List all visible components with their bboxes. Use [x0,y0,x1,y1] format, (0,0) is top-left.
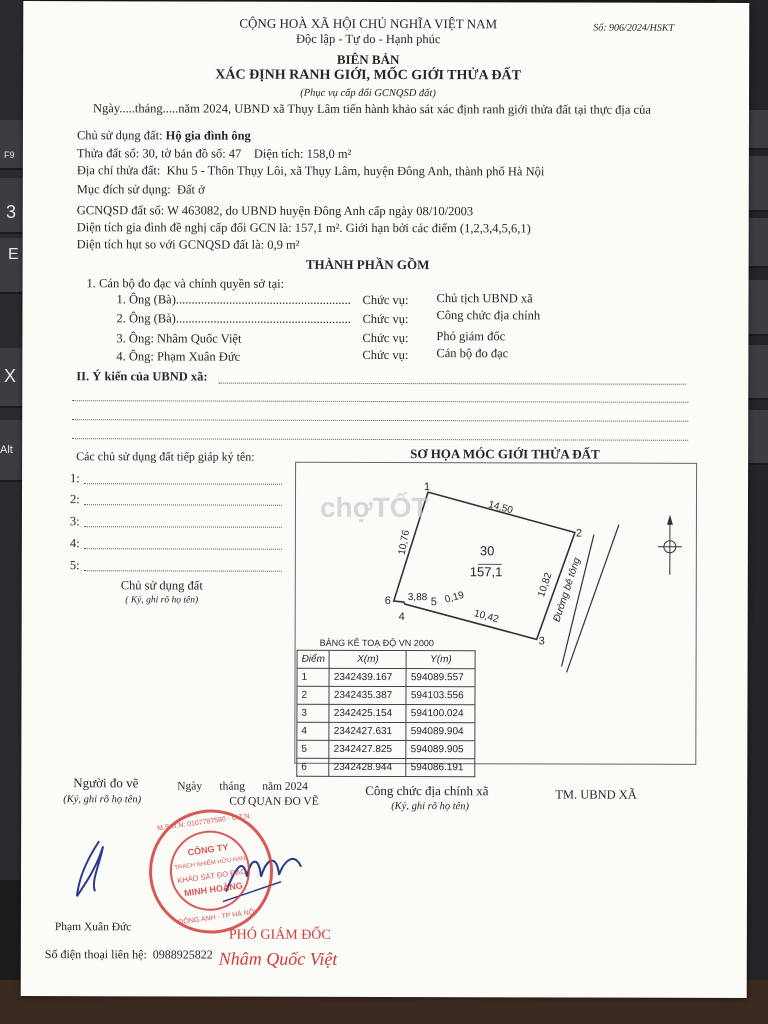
edge-3-4: 10,42 [472,608,500,626]
stamp-bottom-text: ĐÔNG ANH - TP HÀ NỘI [178,908,257,927]
table-row [297,758,475,776]
table-row [297,686,475,704]
stamp-top-text: M.S.D.N: 0107787580 - C.T.N. [156,812,252,833]
coord-x: 2342427.631 [329,722,406,740]
parcel-number-label: 30 [479,543,495,559]
coord-point: 3 [297,704,329,722]
address-value: Khu 5 - Thôn Thụy Lôi, xã Thụy Lâm, huyện Đông Anh, thành phố Hà Nội [166,163,545,179]
deputy-director-title: PHÓ GIÁM ĐỐC [228,927,331,943]
point-6: 6 [384,594,391,608]
point-2: 2 [575,527,583,540]
member-3-name: 3. Ông: Nhâm Quốc Việt [116,331,242,346]
member-2-role: Công chức địa chính [436,308,541,323]
edge-6-1: 10,76 [396,529,413,556]
phone-label: Số điện thoại liên hệ: [44,947,147,962]
owner-sign-label: Chủ sử dụng đất [120,578,203,593]
coord-x: 2342439.167 [329,668,406,686]
stamp-line-3: KHẢO SÁT ĐO ĐẠC [176,866,247,886]
edge-5-6: 3,88 [407,592,428,604]
edge-1-2: 14,50 [486,499,515,517]
neighbor-row-5: 5: [69,558,80,573]
coord-y: 594086.191 [406,759,475,777]
member-3-role-label: Chức vụ: [362,330,409,346]
sketch-title: SƠ HỌA MÓC GIỚI THỬA ĐẤT [410,446,600,462]
coord-x: 2342425.154 [329,704,406,722]
coord-point: 4 [297,722,329,740]
point-3: 3 [538,635,545,648]
parcel-area: Diện tích: 158,0 m² [253,146,352,161]
intro-line: Ngày.....tháng.....năm 2024, UBND xã Thụy Lâm tiến hành khảo sát xác định ranh giới thửa đất tại thực địa của [93,101,651,117]
coord-point: 5 [297,740,329,758]
ubnd-label: TM. UBND XÃ [555,787,637,802]
table-row [297,704,475,722]
sign-date: Ngày tháng năm 2024 [177,780,308,793]
member-3-role: Phó giám đốc [436,329,506,344]
section-2: II. Ý kiến của UBND xã: [76,369,208,384]
phone-line [45,947,213,962]
member-2-role-label: Chức vụ: [362,311,409,327]
coord-y: 594089.905 [406,741,475,759]
coord-point: 6 [297,758,329,776]
neighbor-row-1: 1: [70,471,80,486]
edge-4-5: 0,19 [443,589,466,606]
surveyor-signature [69,836,119,906]
key-alt: Alt [0,420,36,482]
key-3: 3 [0,178,36,234]
phone-value: 0988925822 [152,947,213,962]
point-4: 4 [398,611,405,624]
stamp-line-2: TRÁCH NHIỆM HỮU HẠN [174,855,246,872]
coord-point: 1 [297,668,329,686]
coord-x: 2342427.825 [329,740,406,758]
deputy-director-name: Nhâm Quốc Việt [218,948,338,969]
member-4-name: 4. Ông: Phạm Xuân Đức [116,349,241,364]
stamp-line-1: CÔNG TY [187,841,230,858]
table-row [297,722,475,740]
nation-header: CỘNG HOÀ XÃ HỘI CHỦ NGHĨA VIỆT NAM [239,15,498,32]
coord-header-point: Điểm [297,650,329,668]
parcel-number: Thửa đất số: 30, tờ bản đồ số: 47 [76,146,242,161]
address-label: Địa chỉ thửa đất: [76,163,161,178]
section-1: 1. Cán bộ đo đạc và chính quyền sở tại: [86,276,285,291]
member-1-role: Chủ tịch UBND xã [436,291,533,306]
officer-note: (Ký, ghi rõ họ tên) [391,801,470,813]
stamp-line-4: MINH HOÀNG [183,880,244,899]
coord-table [296,650,476,777]
requested-area-line: Diện tích gia đình đề nghị cấp đổi GCN là: 157,1 m². Giới hạn bởi các điểm (1,2,3,4,5,6,1) [76,220,531,236]
owner-value: Hộ gia đình ông [165,128,251,143]
certificate-line: GCNQSD đất số: W 463082, do UBND huyện Đông Anh cấp ngày 08/10/2003 [76,203,474,219]
coord-header-y: Y(m) [406,651,475,669]
doc-subtitle: (Phục vụ cấp đổi GCNQSD đất) [300,87,436,100]
shortfall-line: Diện tích hụt so với GCNQSD đất là: 0,9 m² [76,237,300,252]
point-1: 1 [424,481,431,494]
coord-header-x: X(m) [329,650,406,668]
table-row [297,668,475,686]
road-edge-right [567,524,619,672]
purpose-label: Mục đích sử dụng: [76,182,171,197]
member-1-name: 1. Ông (Bà)........................................................ [116,292,351,307]
surveyor-label: Người đo vẽ [73,775,139,791]
neighbors-title: Các chủ sử dụng đất tiếp giáp ký tên: [76,449,255,464]
composition-title: THÀNH PHẦN GỒM [305,256,430,273]
coord-y: 594089.904 [406,723,475,741]
land-boundary-document [21,1,750,998]
neighbor-row-3: 3: [69,514,80,529]
edge-2-3: 10,82 [536,571,555,599]
coord-x: 2342435.387 [329,686,406,704]
coord-point: 2 [297,686,329,704]
point-5: 5 [430,596,437,609]
owner-sign-note: ( Ký, ghi rõ họ tên) [125,595,199,606]
motto: Độc lập - Tự do - Hạnh phúc [296,31,441,47]
road-label: Đường bê tông [551,556,583,624]
doc-number: Số: 906/2024/HSKT [593,22,675,34]
member-2-name: 2. Ông (Bà)........................................................ [116,311,351,326]
parcel-area-label: 157,1 [469,564,503,580]
member-4-role: Cán bộ đo đạc [436,346,509,361]
member-4-role-label: Chức vụ: [362,347,409,363]
coord-table-header [297,650,475,668]
key-f9: F9 [0,120,36,170]
neighbor-row-2: 2: [69,492,80,507]
purpose-value: Đất ở [176,182,205,197]
north-arrow-icon [667,515,673,525]
officer-label: Công chức địa chính xã [365,782,489,799]
coord-y: 594089.557 [406,669,475,687]
coord-y: 594103.556 [406,687,475,705]
surveyor-name: Phạm Xuân Đức [54,921,132,934]
doc-title: XÁC ĐỊNH RANH GIỚI, MỐC GIỚI THỬA ĐẤT [215,67,521,84]
owner-label: Chủ sử dụng đất: [76,128,163,143]
member-1-role-label: Chức vụ: [362,292,409,308]
coord-y: 594100.024 [406,705,475,723]
coord-x: 2342428.944 [329,758,406,776]
coord-table-title: BẢNG KÊ TOẠ ĐỘ VN 2000 [319,637,434,649]
surveyor-note: (Ký, ghi rõ họ tên) [63,794,142,806]
neighbor-row-4: 4: [69,536,80,551]
table-row [297,740,475,758]
key-x: X [0,348,36,408]
doc-type: BIÊN BẢN [336,51,400,68]
key-e: E [0,238,36,294]
chotot-watermark: chợTỐT [319,491,429,524]
survey-agency: CƠ QUAN ĐO VẼ [229,795,319,808]
